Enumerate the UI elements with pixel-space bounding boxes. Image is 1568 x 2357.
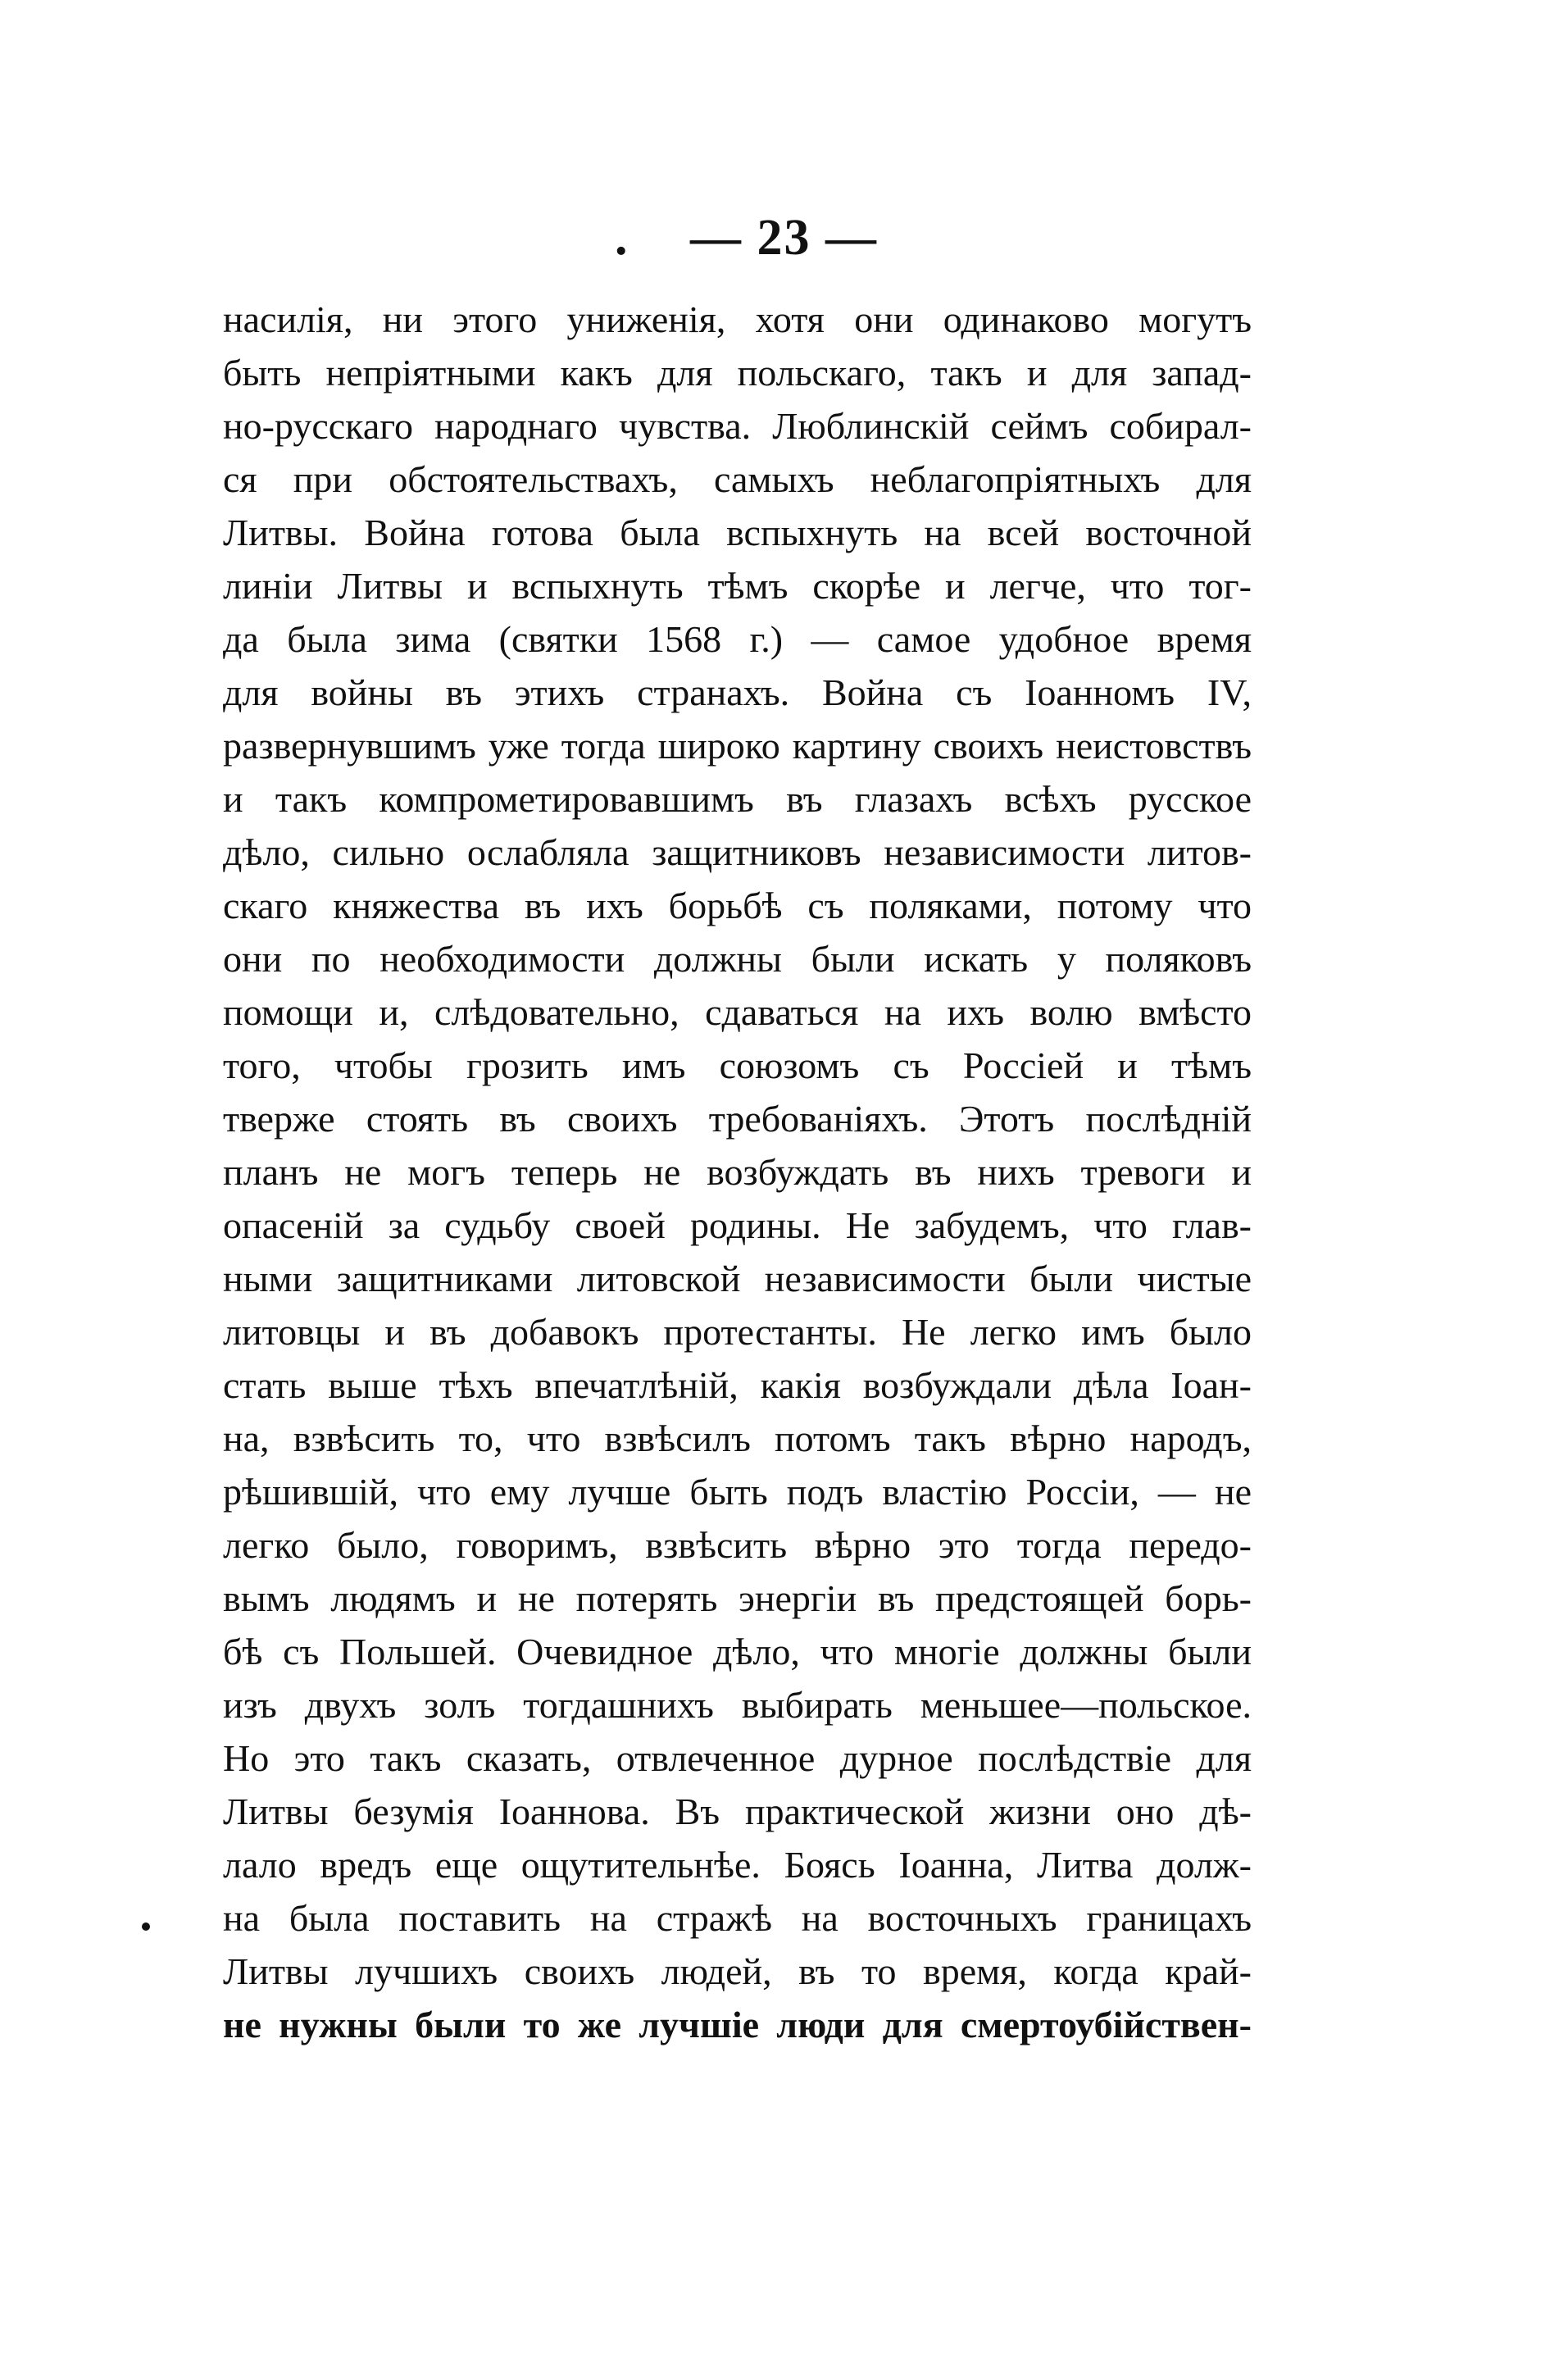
text-line: стать выше тѣхъ впечатлѣній, какія возбуждали дѣла Іоан- [223, 1364, 1252, 1406]
text-line: Литвы лучшихъ своихъ людей, въ то время, когда край- [223, 1950, 1252, 1992]
text-line: быть непріятными какъ для польскаго, такъ и для запад- [223, 352, 1252, 394]
page-header [0, 209, 1568, 267]
text-line: линіи Литвы и вспыхнуть тѣмъ скорѣе и легче, что тог- [223, 565, 1252, 607]
body-text [223, 293, 1252, 2051]
text-line: Литвы. Война готова была вспыхнуть на всей восточной [223, 512, 1252, 553]
text-line: бѣ съ Польшей. Очевидное дѣло, что многіе должны были [223, 1631, 1252, 1672]
text-line: легко было, говоримъ, взвѣсить вѣрно это тогда передо- [223, 1524, 1252, 1566]
text-line: они по необходимости должны были искать у поляковъ [223, 938, 1252, 980]
text-line: для войны въ этихъ странахъ. Война съ Іоанномъ IV, [223, 671, 1252, 713]
text-line: Но это такъ сказать, отвлеченное дурное послѣдствіе для [223, 1737, 1252, 1779]
text-line: и такъ компрометировавшимъ въ глазахъ всѣхъ русское [223, 778, 1252, 820]
text-line: насилія, ни этого униженія, хотя они одинаково могутъ [223, 298, 1252, 340]
header-dot: . [615, 210, 629, 266]
text-line: опасеній за судьбу своей родины. Не забудемъ, что глав- [223, 1204, 1252, 1246]
text-line: скаго княжества въ ихъ борьбѣ съ поляками, потому что [223, 885, 1252, 926]
text-line: того, чтобы грозить имъ союзомъ съ Россіей и тѣмъ [223, 1044, 1252, 1086]
text-line: планъ не могъ теперь не возбуждать въ нихъ тревоги и [223, 1151, 1252, 1193]
text-line: рѣшившій, что ему лучше быть подъ властію Россіи, — не [223, 1471, 1252, 1513]
text-line: изъ двухъ золъ тогдашнихъ выбирать меньшее—польское. [223, 1684, 1252, 1726]
text-line: тверже стоять въ своихъ требованіяхъ. Этотъ послѣдній [223, 1098, 1252, 1140]
text-line: помощи и, слѣдовательно, сдаваться на ихъ волю вмѣсто [223, 991, 1252, 1033]
margin-mark [142, 1922, 150, 1931]
text-line: вымъ людямъ и не потерять энергіи въ предстоящей борь- [223, 1577, 1252, 1619]
text-line: литовцы и въ добавокъ протестанты. Не легко имъ было [223, 1311, 1252, 1353]
text-line: Литвы безумія Іоаннова. Въ практической жизни оно дѣ- [223, 1791, 1252, 1832]
text-line: но-русскаго народнаго чувства. Люблинскій сеймъ собирал- [223, 405, 1252, 447]
text-line: развернувшимъ уже тогда широко картину своихъ неистовствъ [223, 725, 1252, 767]
text-line: лало вредъ еще ощутительнѣе. Боясь Іоанна, Литва долж- [223, 1844, 1252, 1886]
text-line: на была поставить на стражѣ на восточныхъ границахъ [223, 1897, 1252, 1939]
page-number: — 23 — [690, 210, 878, 266]
text-line: да была зима (святки 1568 г.) — самое удобное время [223, 618, 1252, 660]
text-line: ными защитниками литовской независимости были чистые [223, 1258, 1252, 1299]
text-line: дѣло, сильно ослабляла защитниковъ независимости литов- [223, 831, 1252, 873]
text-line: на, взвѣсить то, что взвѣсилъ потомъ такъ вѣрно народъ, [223, 1417, 1252, 1459]
text-line: ся при обстоятельствахъ, самыхъ неблагопріятныхъ для [223, 458, 1252, 500]
text-line: не нужны были то же лучшіе люди для смертоубійствен- [223, 2004, 1252, 2045]
